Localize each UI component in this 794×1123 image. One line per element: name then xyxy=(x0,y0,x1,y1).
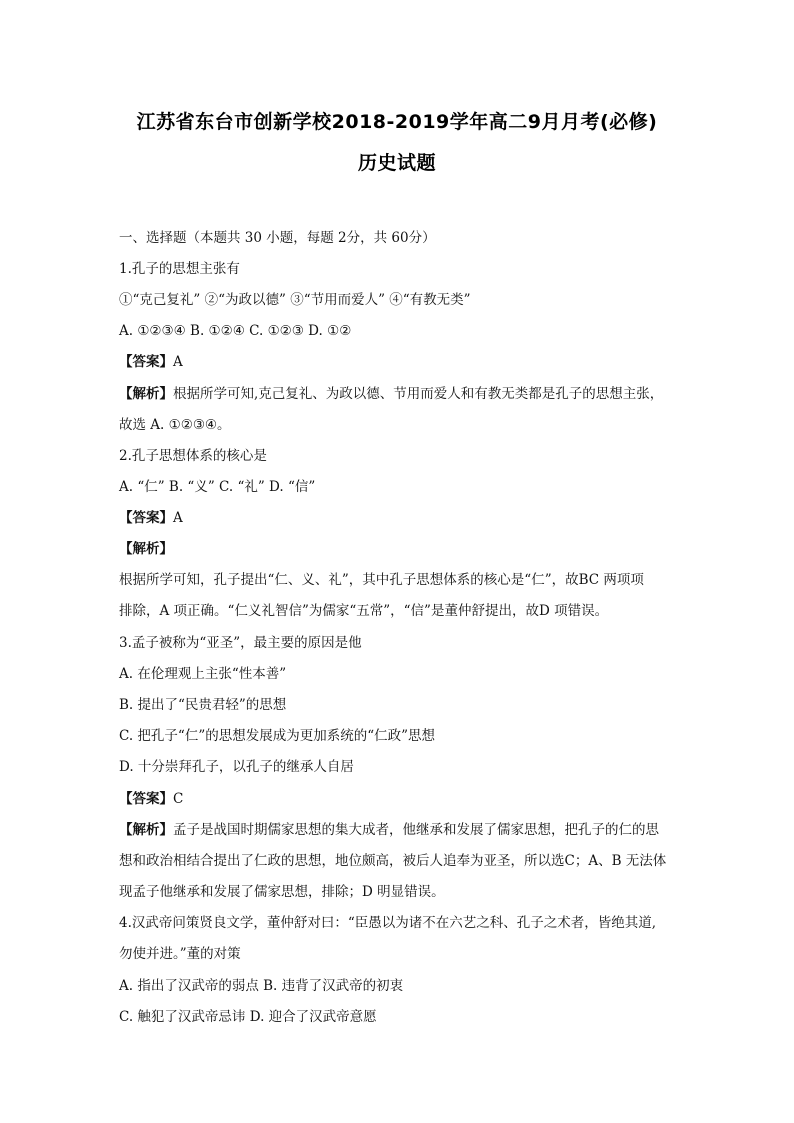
question-3-option-c: C. 把孔子“仁”的思想发展成为更加系统的“仁政”思想 xyxy=(119,728,436,744)
section-heading: 一、选择题（本题共 30 小题，每题 2分，共 60分） xyxy=(119,230,436,246)
question-1-options: A. ①②③④ B. ①②④ C. ①②③ D. ①② xyxy=(119,323,352,339)
question-2-analysis-label xyxy=(119,539,685,559)
question-3-answer xyxy=(119,789,685,809)
question-3-analysis-cont: 想和政治相结合提出了仁政的思想，地位颇高，被后人追奉为亚圣，所以选C；A、B 无法体 xyxy=(119,853,667,869)
answer-value: A xyxy=(173,354,183,370)
question-4-stem-cont: 勿使并进。”董的对策 xyxy=(119,946,241,962)
analysis-label: 【解析】 xyxy=(119,822,173,838)
question-2-stem: 2.孔子思想体系的核心是 xyxy=(119,448,267,464)
question-1-analysis xyxy=(119,384,685,404)
question-2-options: A. “仁” B. “义” C. “礼” D. “信” xyxy=(119,479,316,495)
answer-label: 【答案】 xyxy=(119,510,173,526)
question-3-option-a: A. 在伦理观上主张“性本善” xyxy=(119,666,287,682)
question-3-option-b: B. 提出了“民贵君轻”的思想 xyxy=(119,697,287,713)
document-title: 江苏省东台市创新学校2018-2019学年高二9月月考(必修) xyxy=(136,111,658,133)
question-3-stem: 3.孟子被称为“亚圣”，最主要的原因是他 xyxy=(119,635,362,651)
question-4-options-cd: C. 触犯了汉武帝忌讳 D. 迎合了汉武帝意愿 xyxy=(119,1009,377,1025)
question-1-analysis-cont: 故选 A. ①②③④。 xyxy=(119,417,231,433)
question-3-analysis xyxy=(119,820,685,840)
answer-label: 【答案】 xyxy=(119,791,173,807)
question-4-stem: 4.汉武帝问策贤良文学，董仲舒对曰：“臣愚以为诸不在六艺之科、孔子之术者，皆绝其道, xyxy=(119,915,657,931)
question-1-answer xyxy=(119,352,685,372)
answer-value: C xyxy=(173,791,184,807)
analysis-text: 孟子是战国时期儒家思想的集大成者，他继承和发展了儒家思想，把孔子的仁的思 xyxy=(173,822,659,838)
question-1-stem: 1.孔子的思想主张有 xyxy=(119,261,240,277)
question-2-answer xyxy=(119,508,685,528)
question-1-items: ①“克己复礼” ②“为政以德” ③“节用而爱人” ④“有教无类” xyxy=(119,292,471,308)
analysis-text: 根据所学可知,克己复礼、为政以德、节用而爱人和有教无类都是孔子的思想主张， xyxy=(173,386,664,402)
answer-label: 【答案】 xyxy=(119,354,173,370)
analysis-label: 【解析】 xyxy=(119,541,173,557)
question-2-analysis: 根据所学可知，孔子提出“仁、义、礼”，其中孔子思想体系的核心是“仁”，故BC 两项项 xyxy=(119,572,644,588)
analysis-label: 【解析】 xyxy=(119,386,173,402)
answer-value: A xyxy=(173,510,183,526)
question-2-analysis-cont: 排除，A 项正确。“仁义礼智信”为儒家“五常”，“信”是董仲舒提出，故D 项错误。 xyxy=(119,603,609,619)
question-3-option-d: D. 十分崇拜孔子，以孔子的继承人自居 xyxy=(119,759,354,775)
document-subtitle: 历史试题 xyxy=(357,152,436,174)
question-3-analysis-cont2: 现孟子他继承和发展了儒家思想，排除；D 明显错误。 xyxy=(119,884,445,900)
question-4-options-ab: A. 指出了汉武帝的弱点 B. 违背了汉武帝的初衷 xyxy=(119,978,404,994)
